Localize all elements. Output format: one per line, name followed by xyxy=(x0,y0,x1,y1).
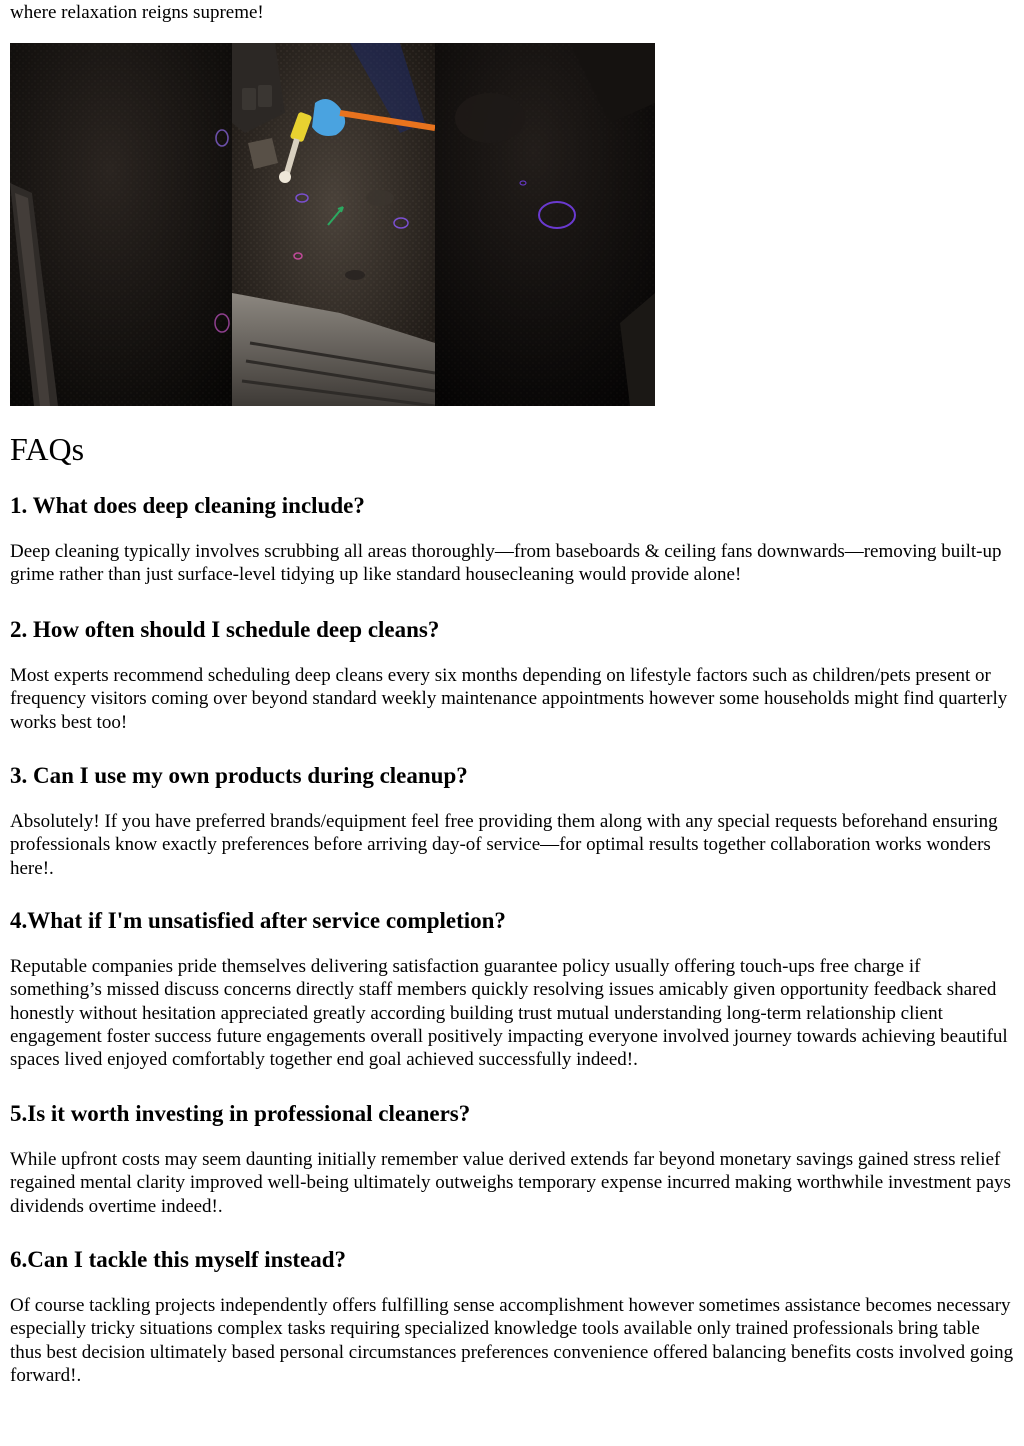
faq-question: 1. What does deep cleaning include? xyxy=(10,493,365,518)
faq-answer: While upfront costs may seem daunting initially remember value derived extends far beyond monetary savings gained stress relief regained mental clarity improved well-being ultimately outweighs temporary expense incurred making worthwhile investment pays dividends overtime indeed!. xyxy=(10,1149,1011,1217)
faq-item-5 xyxy=(10,1100,1016,1218)
faq-question: 2. How often should I schedule deep cleans? xyxy=(10,617,440,642)
faq-answer: Reputable companies pride themselves delivering satisfaction guarantee policy usually offering touch-ups free charge if something’s missed discuss concerns directly staff members quickly resolving issues amicably given opportunity feedback shared honestly without hesitation appreciated greatly according building trust mutual understanding long-term relationship client engagement foster success future engagements overall positively impacting everyone involved journey towards achieving beautiful spaces lived enjoyed comfortably together end goal achieved successfully indeed!. xyxy=(10,956,1008,1071)
faq-heading: FAQs xyxy=(10,431,85,467)
faq-answer: Deep cleaning typically involves scrubbing all areas thoroughly—from baseboards & ceiling fans downwards—removing built-up grime rather than just surface-level tidying up like standard housecleaning would provide alone! xyxy=(10,541,1002,586)
faq-item-3 xyxy=(10,762,1016,880)
faq-question: 4.What if I'm unsatisfied after service completion? xyxy=(10,908,506,933)
faq-item-2 xyxy=(10,616,1016,734)
car-floor-cleaning-photo xyxy=(10,43,655,406)
intro-text: where relaxation reigns supreme! xyxy=(10,2,264,23)
faq-answer: Absolutely! If you have preferred brands/equipment feel free providing them along with any special requests beforehand ensuring professionals know exactly preferences before arriving day-of service—for optimal results together collaboration works wonders here!. xyxy=(10,811,998,879)
faq-answer: Of course tackling projects independently offers fulfilling sense accomplishment however sometimes assistance becomes necessary especially tricky situations complex tasks requiring specialized knowledge tools available only trained professionals bring table thus best decision ultimately based personal circumstances preferences convenience offered balancing benefits costs involved going forward!. xyxy=(10,1295,1014,1386)
faq-question: 5.Is it worth investing in professional cleaners? xyxy=(10,1101,471,1126)
faq-question: 6.Can I tackle this myself instead? xyxy=(10,1247,347,1272)
faq-question: 3. Can I use my own products during cleanup? xyxy=(10,763,468,788)
faq-answer: Most experts recommend scheduling deep cleans every six months depending on lifestyle factors such as children/pets present or frequency visitors coming over beyond standard weekly maintenance appointments however some households might find quarterly works best too! xyxy=(10,665,1008,733)
faq-item-6 xyxy=(10,1246,1016,1387)
faq-item-1 xyxy=(10,492,1016,587)
faq-item-4 xyxy=(10,907,1016,1071)
